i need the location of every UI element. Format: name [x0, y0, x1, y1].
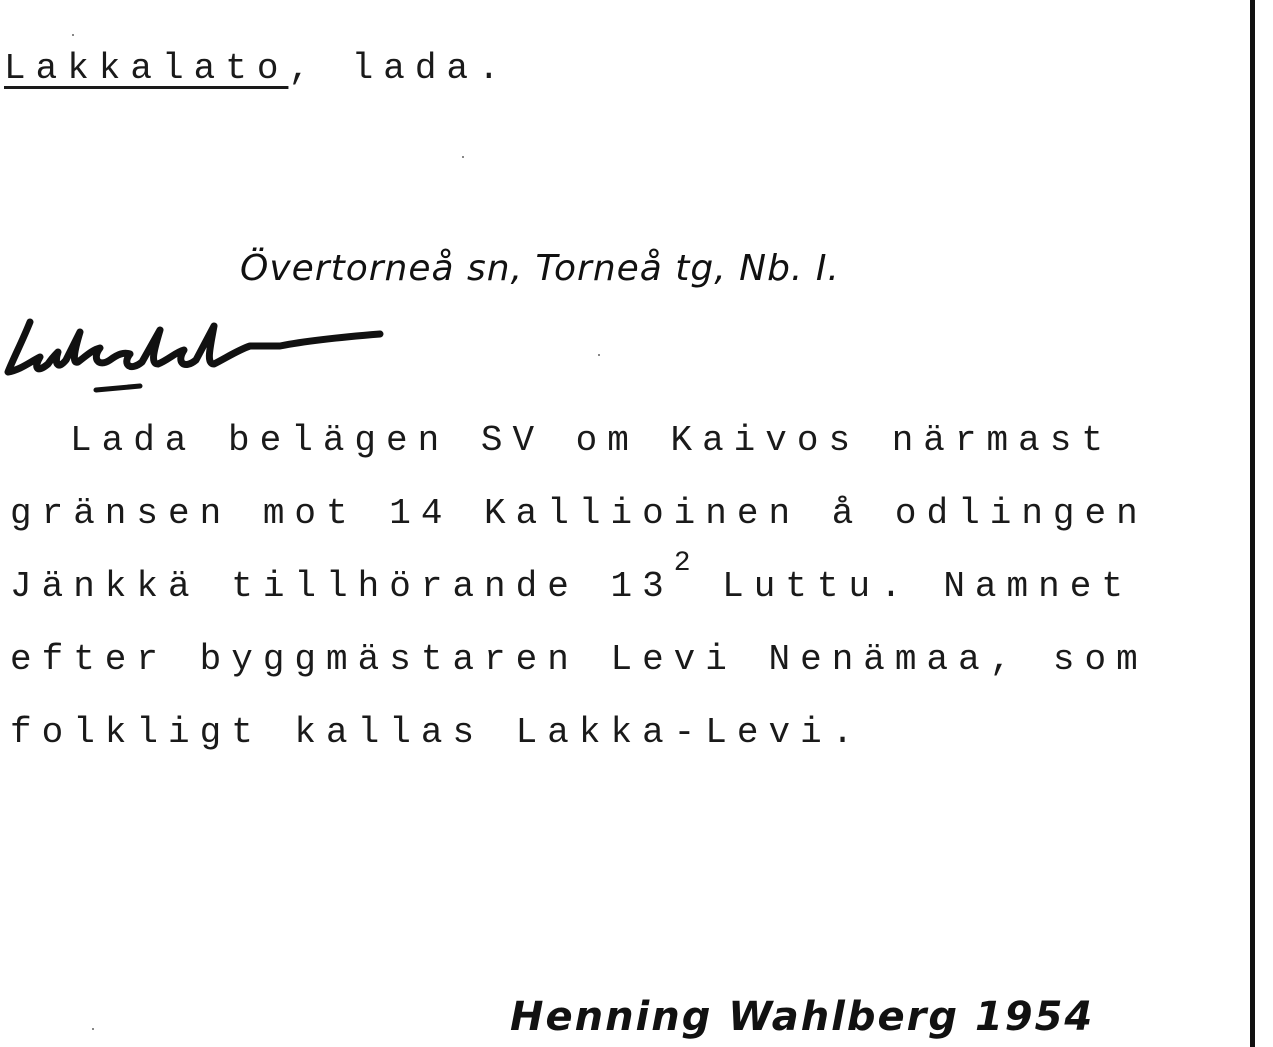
speck [598, 354, 600, 356]
parish-location: Övertorneå sn, Torneå tg, Nb. I. [240, 248, 840, 289]
body-line-3 [10, 548, 1133, 607]
card-edge-line [1250, 0, 1255, 1047]
body-line-4: efter byggmästaren Levi Nenämaa, som [10, 639, 1148, 680]
author-signature: Henning Wahlberg 1954 [510, 994, 1095, 1040]
body-line-3-superscript: 2 [673, 548, 691, 579]
body-line-3-pre: Jänkkä tillhörande 13 [10, 566, 674, 607]
handwritten-name [0, 312, 400, 402]
headword: Lakkalato [4, 48, 289, 89]
body-line-5: folkligt kallas Lakka-Levi. [10, 712, 864, 753]
headword-suffix: , lada. [288, 48, 510, 89]
body-line-2: gränsen mot 14 Kallioinen å odlingen [10, 493, 1148, 534]
body-line-3-post: Luttu. Namnet [690, 566, 1133, 607]
headword-line [4, 48, 510, 89]
speck [462, 156, 464, 158]
speck [92, 1028, 94, 1030]
speck [72, 34, 74, 36]
body-line-1: Lada belägen SV om Kaivos närmast [70, 420, 1113, 461]
